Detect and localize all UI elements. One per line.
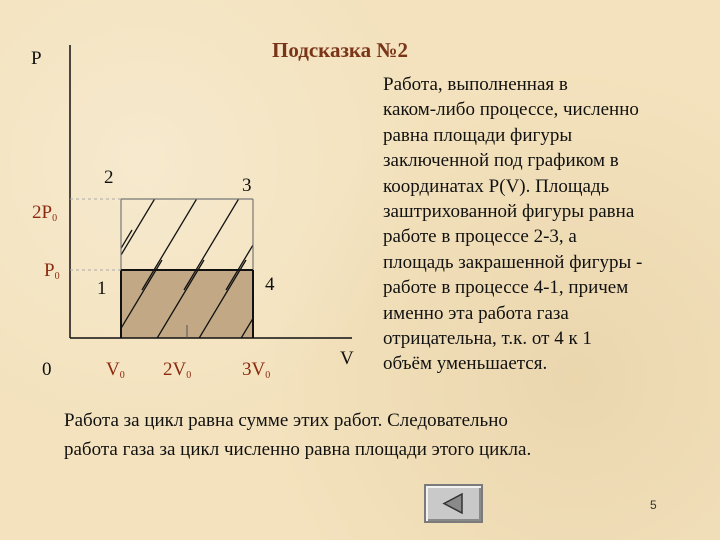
hatching	[60, 170, 330, 380]
tick-label-3v0: 3V0	[242, 359, 271, 381]
explanation-text: Работа, выполненная в каком-либо процессе, численно равна площади фигуры заключенной под графиком в координатах P(V). Площадь заштрихованной фигуры равна работе в процессе 2-3, а площадь закрашенной фигуры - работе в процессе 4-1, причем именно эта работа газа отрицательна, т.к. от 4 к 1 объём уменьшается.	[383, 74, 643, 375]
back-button[interactable]	[424, 484, 483, 523]
point-label-2: 2	[104, 167, 114, 188]
axis-p-label: P	[31, 48, 42, 69]
axis-v-label: V	[340, 348, 354, 369]
tick-label-2p0: 2P0	[32, 202, 58, 224]
origin-label: 0	[42, 359, 52, 380]
triangle-left-icon	[426, 486, 481, 521]
page-number: 5	[650, 498, 657, 512]
point-label-4: 4	[265, 274, 275, 295]
pv-diagram	[0, 0, 380, 400]
point-label-1: 1	[97, 278, 107, 299]
tick-label-v0: V0	[106, 359, 125, 381]
summary-text: Работа за цикл равна сумме этих работ. Следовательно работа газа за цикл численно равна площади этого цикла.	[64, 410, 532, 460]
tick-label-2v0: 2V0	[163, 359, 192, 381]
tick-label-p0: P0	[44, 260, 60, 282]
slide-title: Подсказка №2	[272, 38, 409, 62]
point-label-3: 3	[242, 175, 252, 196]
